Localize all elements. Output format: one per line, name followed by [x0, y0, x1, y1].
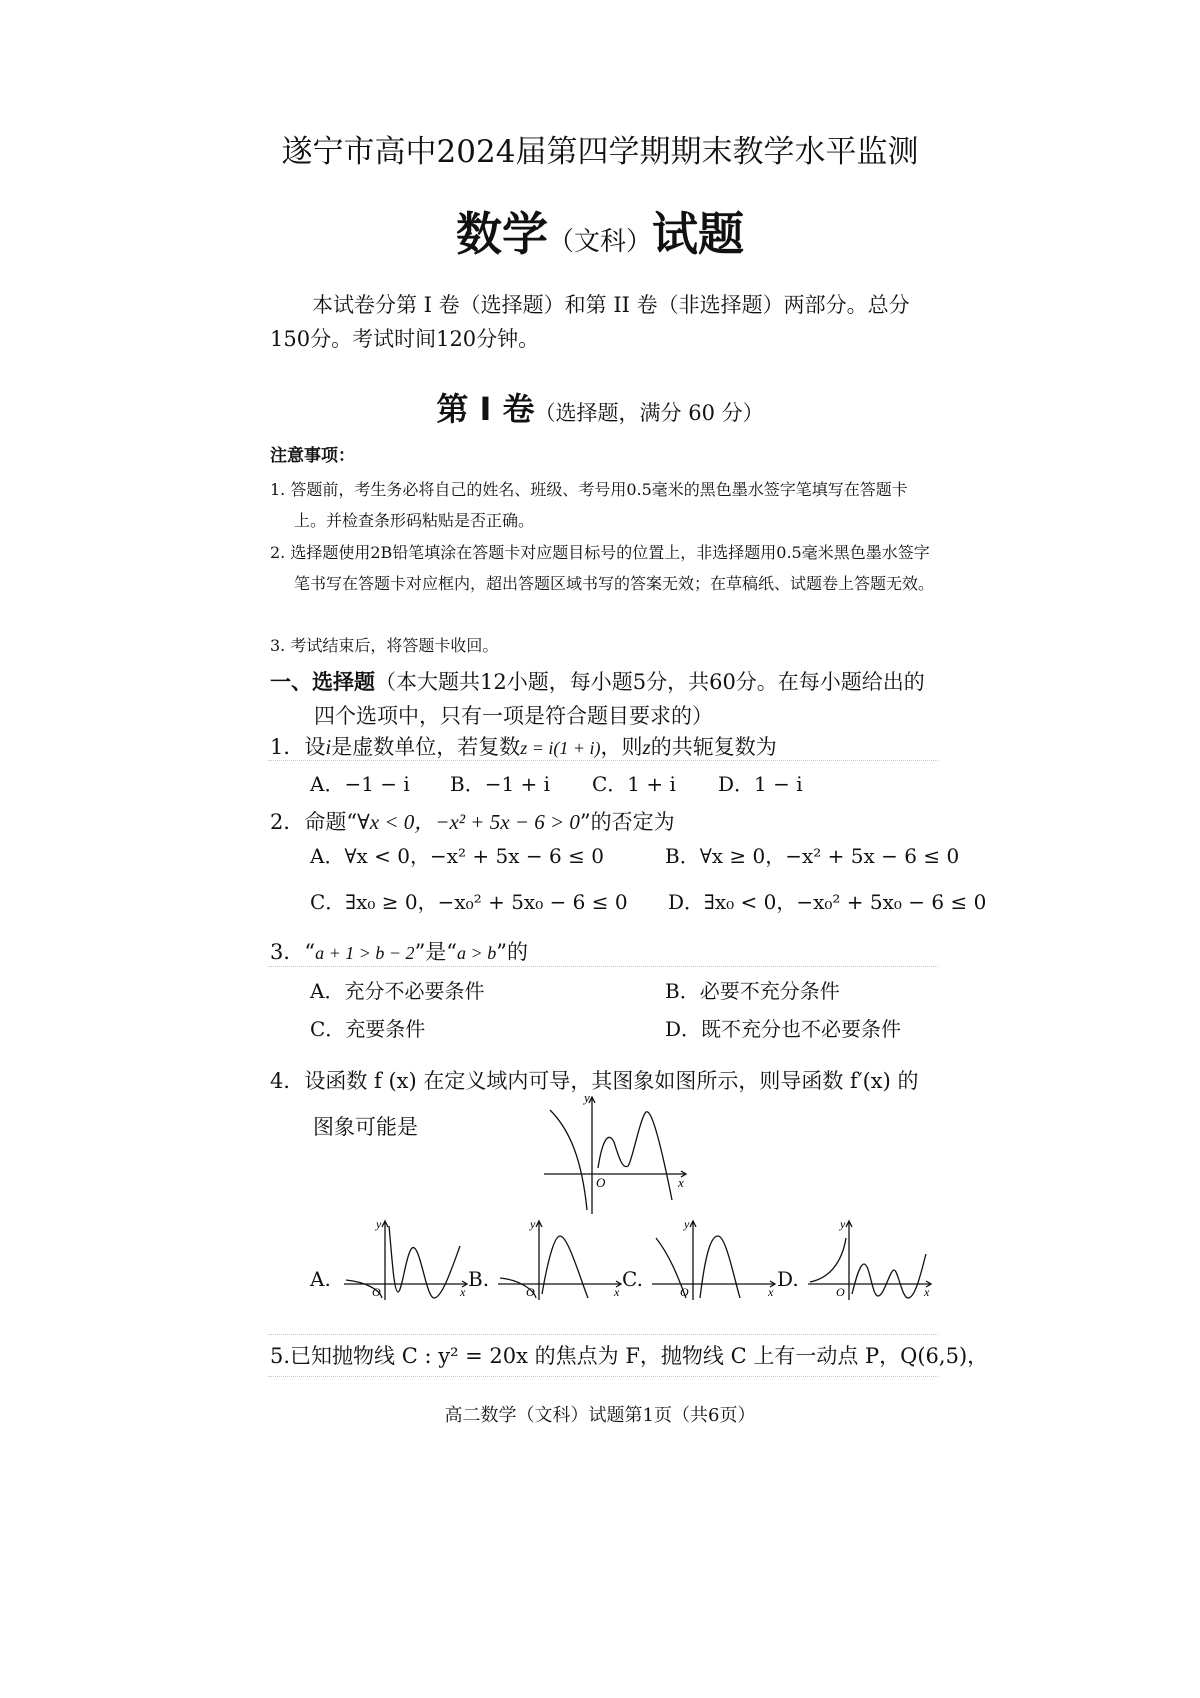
note-item: 1. 答题前，考生务必将自己的姓名、班级、考号用0.5毫米的黑色墨水签字笔填写在答题卡上。并检查条形码粘贴是否正确。: [270, 480, 908, 530]
origin-label: O: [526, 1285, 535, 1299]
question-1-stem: [270, 731, 777, 761]
axis-y-label: y: [530, 1218, 536, 1231]
q2-part: 2．命题“: [270, 810, 358, 834]
axis-y-label: y: [584, 1090, 590, 1105]
origin-label: O: [680, 1285, 689, 1299]
axis-x-label: x: [678, 1175, 684, 1190]
origin-label: O: [836, 1285, 845, 1299]
axis-x-label: x: [924, 1285, 930, 1299]
q1-var: z: [642, 735, 651, 759]
subject-end: 试题: [652, 207, 744, 261]
question-4-stem: 4．设函数 f (x) 在定义域内可导，其图象如图所示，则导函数 f′(x) 的: [270, 1069, 919, 1093]
q2-option-b: B．∀x ≥ 0，−x² + 5x − 6 ≤ 0: [665, 844, 960, 868]
q2-expression: ∀x < 0，−x² + 5x − 6 > 0: [357, 810, 580, 834]
q1-part: 的共轭复数为: [650, 735, 777, 759]
q3-part: ”是“: [414, 940, 458, 964]
q2-option-d: D．∃x₀ < 0，−x₀² + 5x₀ − 6 ≤ 0: [668, 890, 987, 914]
q4-option-a-graph: [342, 1218, 472, 1302]
volume-sub: （选择题，满分 60 分）: [534, 401, 764, 425]
function-graph: [540, 1090, 692, 1218]
axis-y-label: y: [684, 1218, 690, 1231]
q1-option-a: A．−1 − i: [310, 772, 410, 796]
section-heading: [270, 665, 940, 733]
q1-option-d: D．1 − i: [718, 772, 803, 796]
q3-option-c: C．充要条件: [310, 1017, 426, 1041]
section-desc: （本大题共12小题，每小题5分，共60分。在每小题给出的四个选项中，只有一项是符合题目要求的）: [314, 670, 925, 728]
divider: [268, 760, 938, 761]
axis-x-label: x: [768, 1285, 774, 1299]
q4-option-d-label: D.: [777, 1267, 799, 1291]
q4-option-a-label: A.: [310, 1267, 331, 1291]
q1-var: i: [325, 735, 332, 759]
q3-part: 3．“: [270, 940, 316, 964]
origin-label: O: [596, 1175, 606, 1190]
divider: [268, 1334, 938, 1335]
axis-x-label: x: [460, 1285, 466, 1299]
origin-label: O: [372, 1285, 381, 1299]
divider: [268, 966, 938, 967]
q3-expression: a + 1 > b − 2: [315, 943, 415, 963]
q3-option-b: B．必要不充分条件: [665, 979, 840, 1003]
q1-part: ，则: [600, 735, 643, 759]
volume-title: [0, 384, 1200, 430]
volume-label: 第 Ⅰ 卷: [436, 390, 535, 428]
question-3-stem: [270, 936, 528, 966]
q3-expression: a > b: [457, 943, 497, 963]
q1-expression: z = i(1 + i): [520, 738, 601, 758]
exam-title: 遂宁市高中2024届第四学期期末教学水平监测: [281, 134, 919, 170]
q2-part: ”的否定为: [579, 810, 675, 834]
q4-option-b-label: B.: [468, 1267, 490, 1291]
notes-heading: 注意事项：: [270, 446, 355, 466]
q3-option-a: A．充分不必要条件: [310, 979, 485, 1003]
question-5-stem: 5.已知抛物线 C : y² = 20x 的焦点为 F，抛物线 C 上有一动点 P，Q(6,5)，: [270, 1344, 989, 1368]
q1-option-b: B．−1 + i: [450, 772, 551, 796]
q1-option-c: C．1 + i: [592, 772, 676, 796]
q4-option-b-graph: [496, 1218, 626, 1302]
question-4-stem-cont: 图象可能是: [313, 1115, 418, 1139]
q4-option-c-label: C.: [622, 1267, 643, 1291]
note-item: 3. 考试结束后，将答题卡收回。: [270, 636, 499, 655]
intro-paragraph: 本试卷分第 I 卷（选择题）和第 II 卷（非选择题）两部分。总分150分。考试时间120分钟。: [270, 293, 910, 351]
q4-option-d-graph: [806, 1218, 936, 1302]
axis-x-label: x: [614, 1285, 620, 1299]
q2-option-a: A．∀x < 0，−x² + 5x − 6 ≤ 0: [310, 844, 604, 868]
question-2-stem: [270, 806, 675, 836]
subject-main: 数学: [455, 207, 548, 261]
subject-title: [0, 198, 1200, 264]
q2-option-c: C．∃x₀ ≥ 0，−x₀² + 5x₀ − 6 ≤ 0: [310, 890, 628, 914]
q1-part: 是虚数单位，若复数: [331, 735, 521, 759]
subject-sub: （文科）: [547, 227, 652, 257]
q4-option-c-graph: [650, 1218, 780, 1302]
q3-option-d: D．既不充分也不必要条件: [665, 1017, 902, 1041]
q1-part: 1．设: [270, 735, 326, 759]
section-label: 一、选择题: [270, 669, 375, 694]
q3-part: ”的: [496, 940, 528, 964]
axis-y-label: y: [376, 1218, 382, 1231]
page-footer: 高二数学（文科）试题第1页（共6页）: [444, 1405, 756, 1426]
divider: [268, 1376, 938, 1377]
axis-y-label: y: [840, 1218, 846, 1231]
note-item: 2. 选择题使用2B铅笔填涂在答题卡对应题目标号的位置上，非选择题用0.5毫米黑色墨水签字笔书写在答题卡对应框内，超出答题区域书写的答案无效；在草稿纸、试题卷上答题无效。: [270, 543, 935, 593]
